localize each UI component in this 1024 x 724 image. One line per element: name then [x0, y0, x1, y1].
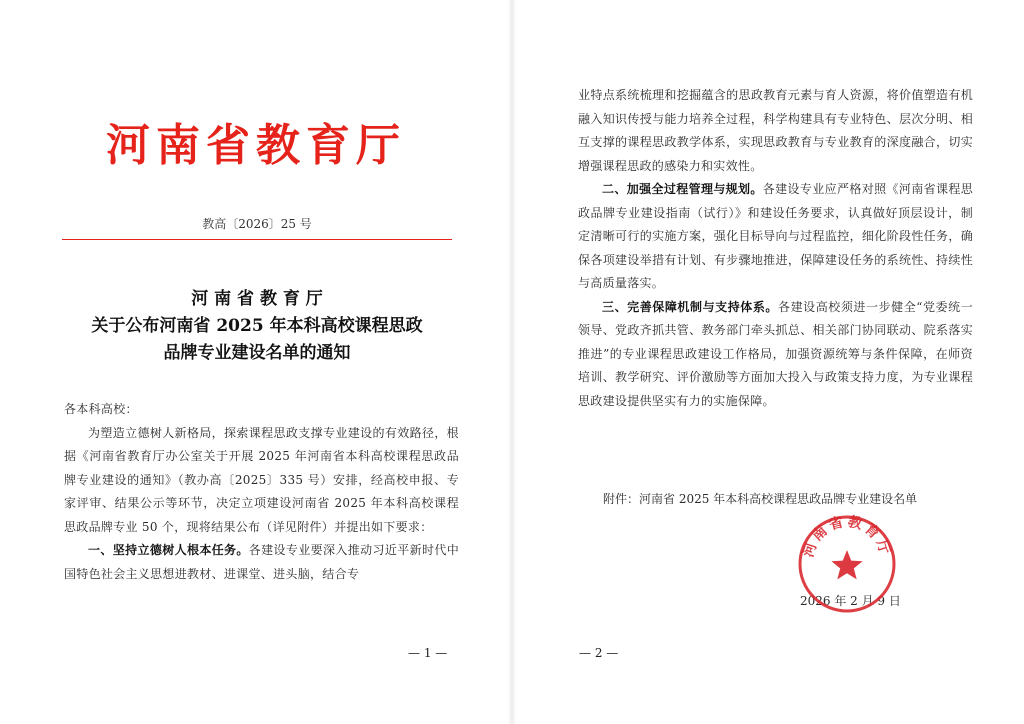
requirement-1-heading: 一、坚持立德树人根本任务。 — [88, 543, 249, 557]
requirement-1-continued: 业特点系统梳理和挖掘蕴含的思政教育元素与育人资源，将价值塑造有机融入知识传授与能力培养全过程，科学构建具有专业特色、层次分明、相互支撑的课程思政教学体系，实现思政教育与专业教育的深度融合，切实增强课程思政的感染力和实效性。 — [578, 88, 973, 173]
requirement-1-text: 各建设专业要深入推动习近平新时代中国特色社会主义思想进教材、进课堂、进头脑，结合专 — [64, 543, 459, 581]
intro-paragraph: 为塑造立德树人新格局，探索课程思政支撑专业建设的有效路径，根据《河南省教育厅办公室关于开展 2025 年河南省本科高校课程思政品牌专业建设的通知》（教办高〔2025〕335 号）安排，经高校申报、专家评审、结果公示等环节，决定立项建设河南省 2025 年本科高校课程思政品牌专业 50 个，现将结果公布（详见附件）并提出如下要求： — [64, 425, 459, 534]
requirement-1-paragraph — [64, 539, 459, 586]
requirement-2-text: 各建设专业应严格对照《河南省课程思政品牌专业建设指南（试行）》和建设任务要求，认真做好顶层设计，制定清晰可行的实施方案，强化目标导向与过程监控，细化阶段性任务，确保各项建设举措有计划、有步骤地推进，保障建设任务的系统性、持续性与高质量落实。 — [578, 182, 973, 290]
notice-title-line-1: 河 南 省 教 育 厅 — [191, 289, 323, 309]
header-divider-line — [62, 239, 452, 240]
page-number-1: — 1 — — [408, 646, 448, 660]
seal-star-icon — [831, 550, 862, 579]
requirement-3-heading: 三、完善保障机制与支持体系。 — [602, 299, 778, 314]
notice-title — [62, 286, 452, 367]
issue-date: 2026 年 2 月 9 日 — [800, 594, 901, 608]
requirement-2-heading: 二、加强全过程管理与规划。 — [602, 182, 763, 196]
notice-title-line-2: 关于公布河南省 2025 年本科高校课程思政 — [91, 316, 423, 336]
requirement-3-paragraph — [578, 296, 973, 414]
salutation: 各本科高校： — [64, 402, 138, 416]
official-seal-stamp — [795, 512, 899, 616]
page-2-body — [578, 84, 973, 413]
attachment-line: 附件：河南省 2025 年本科高校课程思政品牌专业建设名单 — [603, 492, 918, 506]
document-header-org-title: 河南省教育厅 — [106, 120, 406, 171]
requirement-3-text: 各建设高校须进一步健全“党委统一领导、党政齐抓共管、教务部门牵头抓总、相关部门协同联动、院系落实推进”的专业课程思政建设工作格局，加强资源统筹与条件保障，在师资培训、教学研究、评价激励等方面加大投入与政策支持力度，为专业课程思政建设提供坚实有力的实施保障。 — [578, 299, 974, 408]
page-number-2: — 2 — — [579, 646, 619, 660]
page-1-body — [64, 398, 459, 586]
svg-text:河南省教育厅: 河南省教育厅 — [800, 513, 894, 560]
document-number: 教高〔2026〕25 号 — [202, 217, 312, 231]
requirement-2-paragraph — [578, 178, 973, 296]
page-gutter — [508, 0, 516, 724]
notice-title-line-3: 品牌专业建设名单的通知 — [163, 343, 351, 363]
